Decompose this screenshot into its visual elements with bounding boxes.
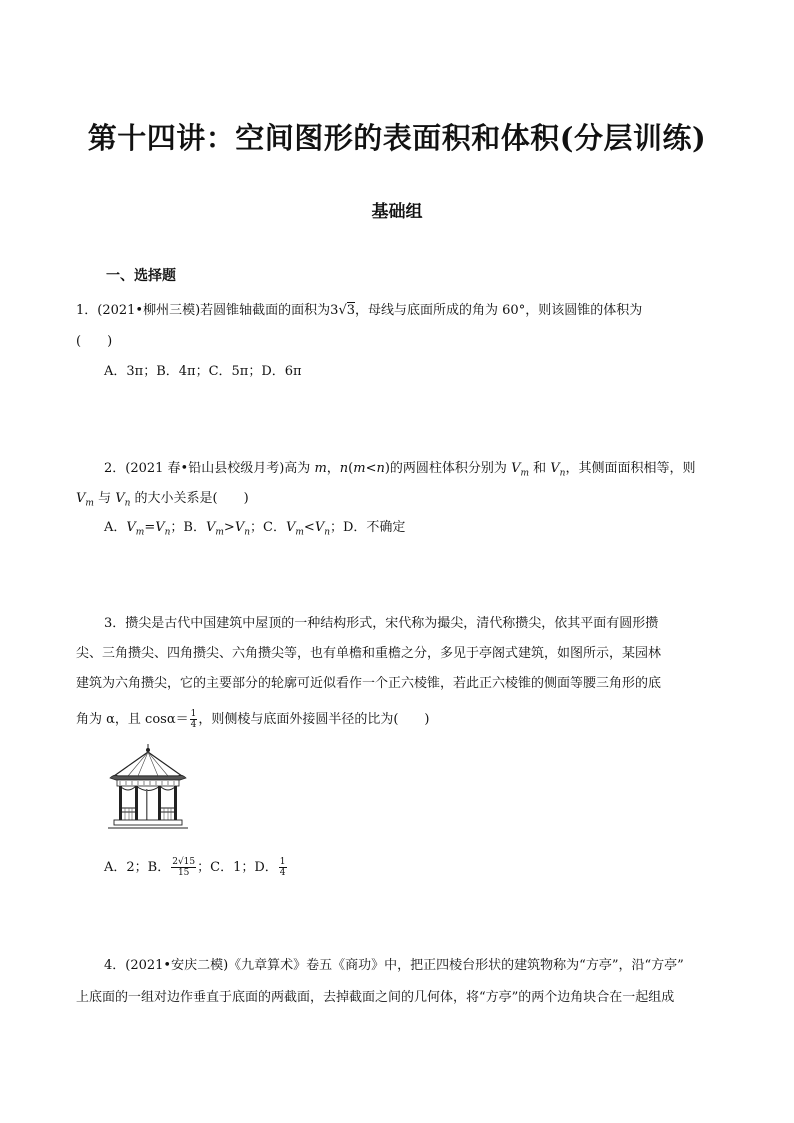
q3-line4: 角为 α，且 cosα＝ $\frac{1}{4}$ ，则侧棱与底面外接圆半径的比为( ) <box>76 709 430 730</box>
q3-options: A．2；B． $\frac{2√15}{15}$ ；C．1；D． $\frac{1}{4}$ <box>104 857 286 878</box>
section-subtitle: 基础组 <box>371 202 423 222</box>
q2-options: A．$V_m=V_n$；B．$V_m>V_n$；C．$V_m<V_n$；D．不确定 <box>104 520 406 538</box>
q1-options: A．3π；B．4π；C．5π；D．6π <box>104 364 302 379</box>
q4-line2: 上底面的一组对边作垂直于底面的两截面，去掉截面之间的几何体，将“方亭”的两个边角块合在一起组成 <box>76 990 675 1005</box>
fraction: $\frac{1}{4}$ <box>190 709 197 730</box>
page-title: 第十四讲：空间图形的表面积和体积(分层训练) <box>87 121 707 155</box>
q4-line1: 4．(2021•安庆二模)《九章算术》卷五《商功》中，把正四棱台形状的建筑物称为“方亭”，沿“方亭” <box>104 958 684 973</box>
sqrt-symbol: √ <box>338 303 347 318</box>
q3-line1: 3．攒尖是古代中国建筑中屋顶的一种结构形式，宋代称为撮尖，清代称攒尖，依其平面有圆形攒 <box>104 616 659 631</box>
q2-stem: 2．(2021 春•铅山县校级月考)高为 m，n(m<n)的两圆柱体积分别为 $V_m$ 和 $V_n$，其侧面面积相等，则 <box>104 461 696 479</box>
q3-line3: 建筑为六角攒尖，它的主要部分的轮廓可近似看作一个正六棱锥，若此正六棱锥的侧面等腰三角形的底 <box>76 676 662 691</box>
section-heading: 一、选择题 <box>106 268 176 284</box>
pavilion-figure <box>108 742 188 832</box>
q1-bracket: ( ) <box>76 334 113 349</box>
fraction: $\frac{2√15}{15}$ <box>172 857 196 878</box>
q1-stem: 1．(2021•柳州三模)若圆锥轴截面的面积为3√3，母线与底面所成的角为 60°，则该圆锥的体积为 <box>76 303 643 318</box>
q2-stem-line2: $V_m$ 与 $V_n$ 的大小关系是( ) <box>76 491 249 509</box>
q3-line2: 尖、三角攒尖、四角攒尖、六角攒尖等，也有单檐和重檐之分，多见于亭阁式建筑，如图所示，某园林 <box>76 646 662 661</box>
fraction: $\frac{1}{4}$ <box>279 857 286 878</box>
